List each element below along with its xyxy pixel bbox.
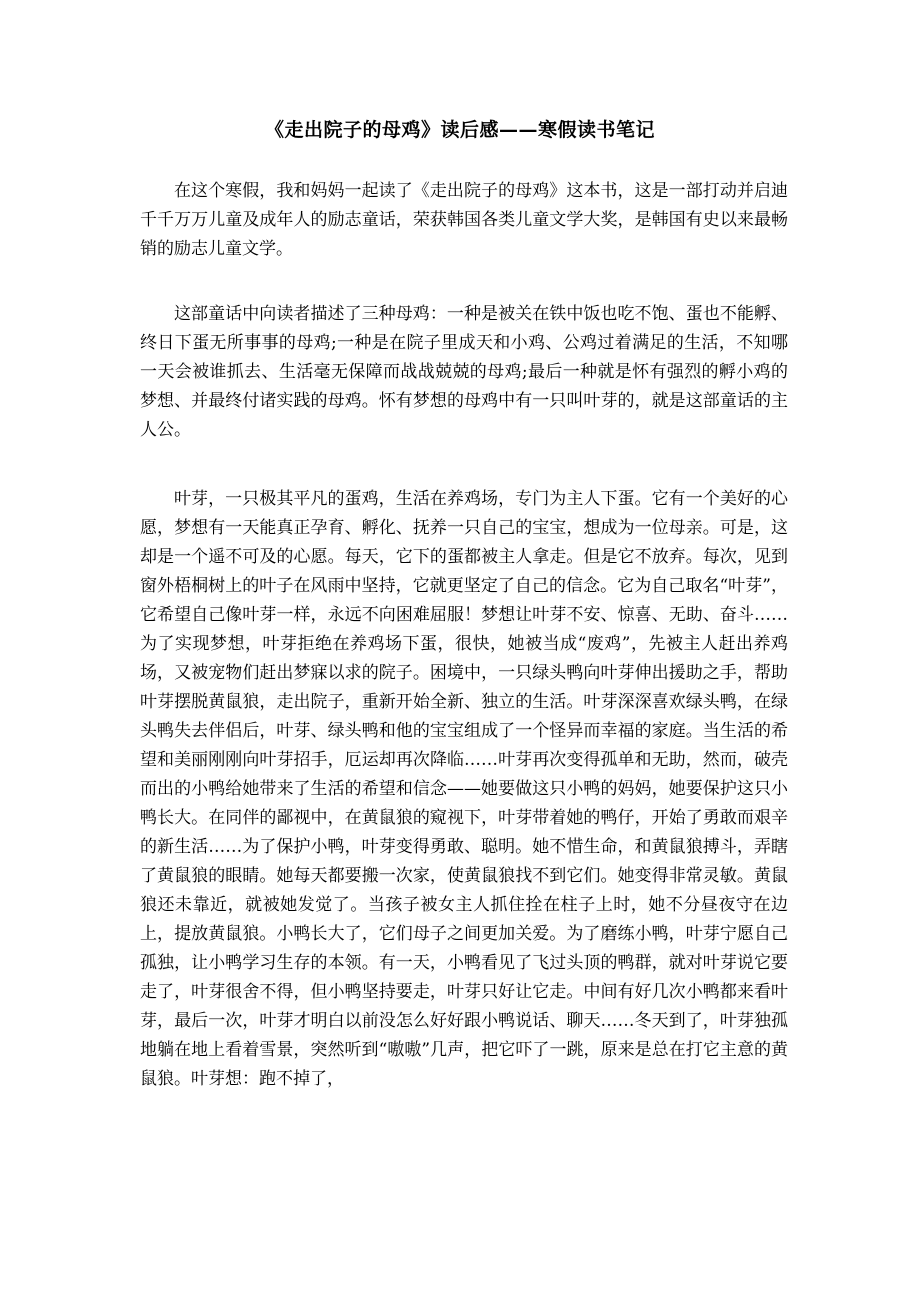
paragraph-story: 叶芽，一只极其平凡的蛋鸡，生活在养鸡场，专门为主人下蛋。它有一个美好的心愿，梦想有一天能真正孕育、孵化、抚养一只自己的宝宝，想成为一位母亲。可是，这却是一个遥不可及的心愿。每天，它下的蛋都被主人拿走。但是它不放弃。每次，见到窗外梧桐树上的叶子在风雨中坚持，它就更坚定了自己的信念。它为自己取名“叶芽”，它希望自己像叶芽一样，永远不向困难屈服！梦想让叶芽不安、惊喜、无助、奋斗……为了实现梦想，叶芽拒绝在养鸡场下蛋，很快，她被当成“废鸡”，先被主人赶出养鸡场，又被宠物们赶出梦寐以求的院子。困境中，一只绿头鸭向叶芽伸出援助之手，帮助叶芽摆脱黄鼠狼，走出院子，重新开始全新、独立的生活。叶芽深深喜欢绿头鸭，在绿头鸭失去伴侣后，叶芽、绿头鸭和他的宝宝组成了一个怪异而幸福的家庭。当生活的希望和美丽刚刚向叶芽招手，厄运却再次降临……叶芽再次变得孤单和无助，然而，破壳而出的小鸭给她带来了生活的希望和信念——她要做这只小鸭的妈妈，她要保护这只小鸭长大。在同伴的鄙视中，在黄鼠狼的窥视下，叶芽带着她的鸭仔，开始了勇敢而艰辛的新生活……为了保护小鸭，叶芽变得勇敢、聪明。她不惜生命，和黄鼠狼搏斗，弄瞎了黄鼠狼的眼睛。她每天都要搬一次家，使黄鼠狼找不到它们。她变得非常灵敏。黄鼠狼还未靠近，就被她发觉了。当孩子被女主人抓住拴在柱子上时，她不分昼夜守在边上，提放黄鼠狼。小鸭长大了，它们母子之间更加关爱。为了磨练小鸭，叶芽宁愿自己孤独，让小鸭学习生存的本领。有一天，小鸭看见了飞过头顶的鸭群，就对叶芽说它要走了，叶芽很舍不得，但小鸭坚持要走，叶芽只好让它走。中间有好几次小鸭都来看叶芽，最后一次，叶芽才明白以前没怎么好好跟小鸭说话、聊天……冬天到了，叶芽独孤地躺在地上看着雪景，突然听到“嗷嗷”几声，把它吓了一跳，原来是总在打它主意的黄鼠狼。叶芽想：跑不掉了， bbox=[140, 489, 788, 1089]
paragraph-intro: 在这个寒假，我和妈妈一起读了《走出院子的母鸡》这本书，这是一部打动并启迪千千万万儿童及成年人的励志童话，荣获韩国各类儿童文学大奖，是韩国有史以来最畅销的励志儿童文学。 bbox=[140, 181, 788, 259]
document-title: 《走出院子的母鸡》读后感——寒假读书笔记 bbox=[264, 119, 655, 141]
paragraph-three-hens: 这部童话中向读者描述了三种母鸡：一种是被关在铁中饭也吃不饱、蛋也不能孵、终日下蛋无所事事的母鸡;一种是在院子里成天和小鸡、公鸡过着满足的生活，不知哪一天会被谁抓去、生活毫无保障而战战兢兢的母鸡;最后一种就是怀有强烈的孵小鸡的梦想、并最终付诸实践的母鸡。怀有梦想的母鸡中有一只叫叶芽的，就是这部童话的主人公。 bbox=[140, 304, 788, 440]
